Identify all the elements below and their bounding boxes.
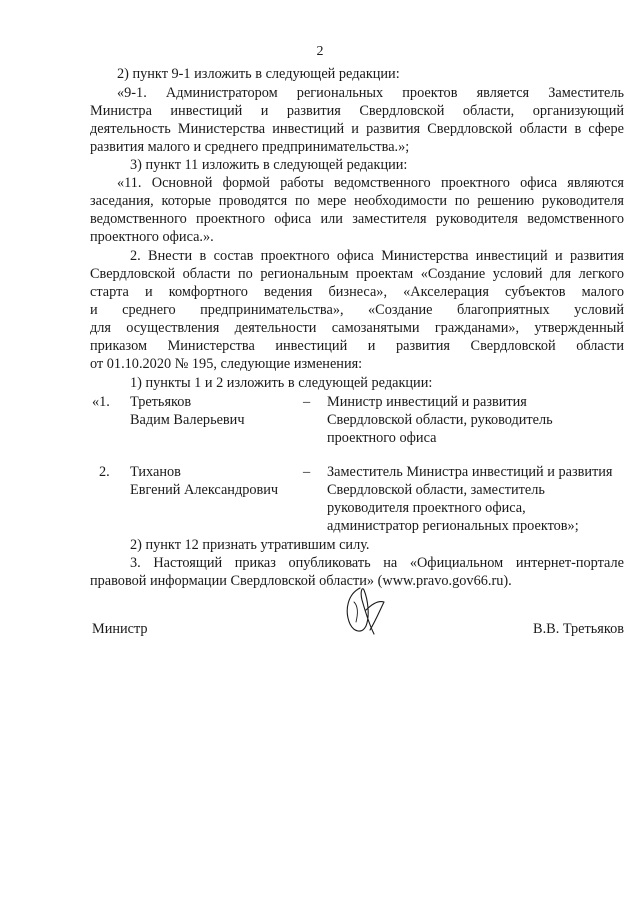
member-surname: Третьяков <box>130 394 192 410</box>
member-dash: – <box>303 394 311 410</box>
member-role-line: Свердловской области, руководитель <box>327 412 553 428</box>
text-line: правовой информации Свердловской области» (www.pravo.gov66.ru). <box>90 573 512 589</box>
text-line: старта и комфортного ведения бизнеса», «Акселерация субъектов малого <box>90 284 624 300</box>
text-line: развития малого и среднего предпринимательства.»; <box>90 139 410 155</box>
text-line: 3. Настоящий приказ опубликовать на «Официальном интернет-портале <box>130 555 624 571</box>
signatory-name: В.В. Третьяков <box>533 621 624 637</box>
text-line: «9-1. Администратором региональных проектов является Заместитель <box>117 85 624 101</box>
text-line: проектного офиса.». <box>90 229 214 245</box>
text-line: Свердловской области по региональным проектам «Создание условий для легкого <box>90 266 624 282</box>
member-number: 2. <box>99 464 110 480</box>
member-role-line: администратор региональных проектов»; <box>327 518 579 534</box>
text-line: и среднего предпринимательства», «Создание благоприятных условий <box>90 302 624 318</box>
text-line: Министра инвестиций и развития Свердловской области, организующий <box>90 103 624 119</box>
text-line: от 01.10.2020 № 195, следующие изменения: <box>90 356 363 372</box>
member-role-line: руководителя проектного офиса, <box>327 500 526 516</box>
handwritten-signature <box>340 580 390 640</box>
member-number: «1. <box>92 394 110 410</box>
text-line: ведомственного проектного офиса или заместителя руководителя ведомственного <box>90 211 624 227</box>
member-role-line: Заместитель Министра инвестиций и развития <box>327 464 613 480</box>
member-surname: Тиханов <box>130 464 181 480</box>
member-role-line: проектного офиса <box>327 430 437 446</box>
text-line: приказом Министерства инвестиций и развития Свердловской области <box>90 338 624 354</box>
text-line: заседания, которые проводятся по мере необходимости по решению руководителя <box>90 193 624 209</box>
signatory-position: Министр <box>92 621 148 637</box>
member-given-names: Евгений Александрович <box>130 482 279 498</box>
member-role-line: Министр инвестиций и развития <box>327 394 527 410</box>
text-line: 1) пункты 1 и 2 изложить в следующей редакции: <box>130 375 433 391</box>
text-line: «11. Основной формой работы ведомственного проектного офиса являются <box>117 175 624 191</box>
member-dash: – <box>303 464 311 480</box>
text-line: 2) пункт 9-1 изложить в следующей редакции: <box>117 66 400 82</box>
text-line: 2) пункт 12 признать утратившим силу. <box>130 537 370 553</box>
member-role-line: Свердловской области, заместитель <box>327 482 545 498</box>
text-line: 2. Внести в состав проектного офиса Министерства инвестиций и развития <box>130 248 624 264</box>
member-given-names: Вадим Валерьевич <box>130 412 245 428</box>
text-line: для осуществления деятельности самозанятыми гражданами», утвержденный <box>90 320 624 336</box>
page-number: 2 <box>316 44 324 59</box>
text-line: 3) пункт 11 изложить в следующей редакции: <box>130 157 408 173</box>
text-line: деятельность Министерства инвестиций и развития Свердловской области в сфере <box>90 121 624 137</box>
